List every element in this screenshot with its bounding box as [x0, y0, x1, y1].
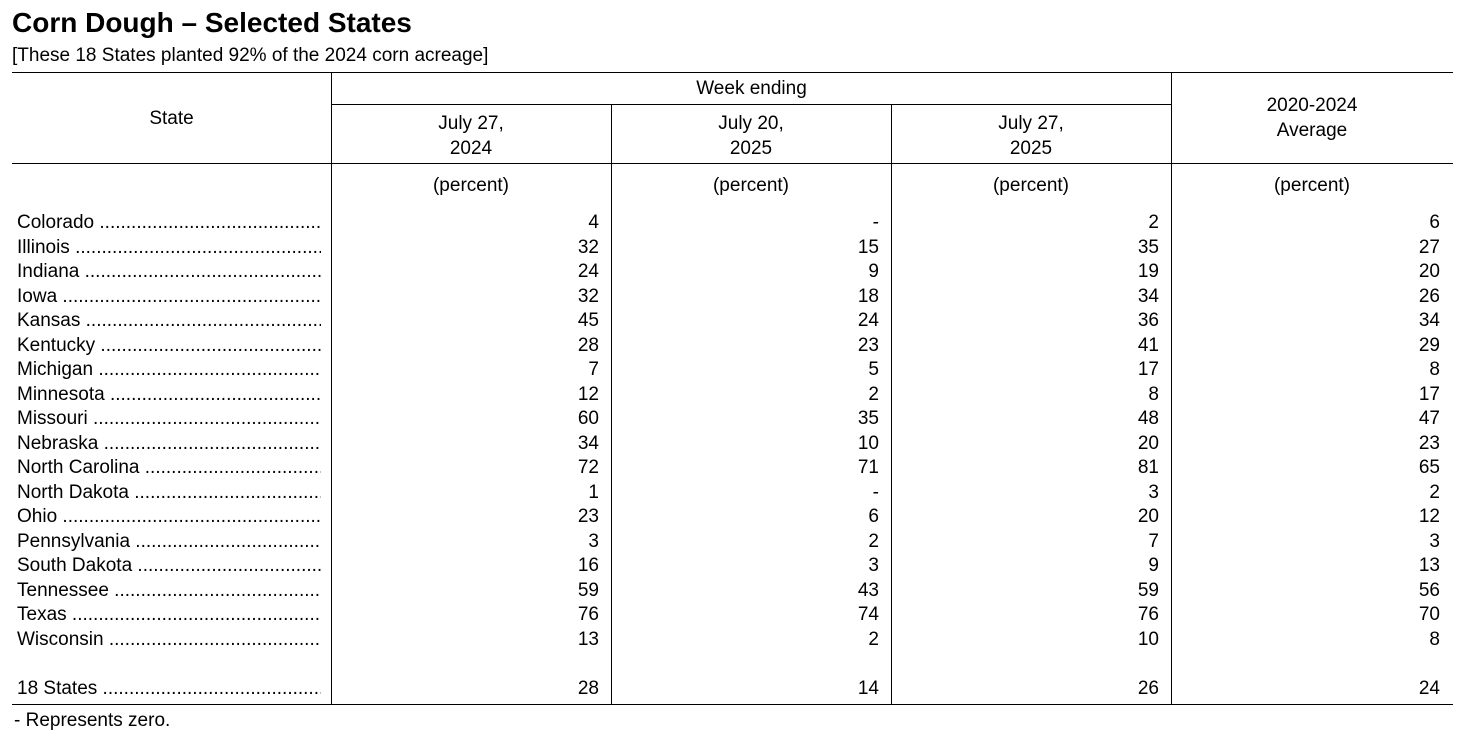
value-average: 29: [1418, 334, 1440, 356]
table-row: [0, 554, 1468, 578]
state-name: Texas .....: [17, 603, 321, 627]
value-2025-jul20: -: [872, 481, 879, 503]
table-row: [0, 456, 1468, 480]
total-row: [0, 677, 1468, 701]
value-2025-jul27: 20: [1137, 432, 1159, 454]
state-name: Colorado .....: [17, 211, 321, 235]
value-average: 12: [1418, 506, 1440, 527]
value-2025-jul27: 35: [1137, 236, 1159, 258]
unit-label: (percent): [992, 175, 1070, 196]
table-row: [0, 236, 1468, 260]
table-row: [0, 432, 1468, 456]
table-row: [0, 603, 1468, 627]
value-2024-jul27: 16: [577, 555, 599, 576]
unit-label: (percent): [1273, 175, 1351, 196]
column-header-line: 2024: [449, 138, 493, 159]
value-2025-jul20: 2: [868, 628, 879, 650]
state-name: Michigan .....: [17, 358, 321, 382]
value-2024-jul27: 3: [588, 530, 599, 552]
value-2025-jul20: -: [872, 212, 879, 233]
state-name: Ohio .....: [17, 505, 321, 529]
value-2025-jul27: 19: [1137, 261, 1159, 282]
state-name: Pennsylvania .....: [17, 530, 321, 554]
value-2025-jul20: 2: [868, 530, 879, 552]
value-average: 47: [1418, 408, 1440, 429]
value-2025-jul20: 15: [857, 236, 879, 258]
value-average: 13: [1418, 555, 1440, 576]
value-2025-jul27: 59: [1137, 579, 1159, 601]
value-2025-jul27: 81: [1137, 457, 1159, 478]
unit-label: (percent): [712, 175, 790, 196]
value-2025-jul20: 24: [857, 310, 879, 331]
value-average: 17: [1418, 383, 1440, 405]
value-average: 26: [1418, 285, 1440, 307]
value-2025-jul20: 71: [857, 457, 879, 478]
table-row: [0, 628, 1468, 652]
column-header-line: July 20,: [718, 113, 784, 134]
value-average: 8: [1429, 359, 1440, 380]
value-2024-jul27: 60: [577, 408, 599, 429]
total-average: 24: [1418, 678, 1440, 699]
state-name: Tennessee .....: [17, 579, 321, 603]
total-label: 18 States .....: [17, 677, 321, 701]
value-average: 8: [1429, 628, 1440, 650]
table-row: [0, 383, 1468, 407]
state-name: Wisconsin .....: [17, 628, 321, 652]
value-2024-jul27: 28: [577, 334, 599, 356]
value-2024-jul27: 7: [588, 359, 599, 380]
value-2024-jul27: 32: [577, 285, 599, 307]
column-header-july27-2024: [331, 111, 611, 161]
state-name: Kansas .....: [17, 309, 321, 333]
value-2025-jul20: 3: [868, 555, 879, 576]
value-average: 3: [1429, 530, 1440, 552]
column-header-line: 2025: [1009, 138, 1053, 159]
value-2024-jul27: 72: [577, 457, 599, 478]
state-name: North Dakota .....: [17, 481, 321, 505]
footnote: - Represents zero.: [14, 710, 171, 731]
value-2025-jul27: 9: [1148, 555, 1159, 576]
value-2024-jul27: 12: [577, 383, 599, 405]
table-row: [0, 505, 1468, 529]
column-header-line: 2025: [729, 138, 773, 159]
total-2025-jul27: 26: [1137, 678, 1159, 699]
value-average: 34: [1418, 310, 1440, 331]
value-2025-jul27: 34: [1137, 285, 1159, 307]
value-2025-jul27: 41: [1137, 334, 1159, 356]
value-average: 6: [1429, 212, 1440, 233]
value-2024-jul27: 13: [577, 628, 599, 650]
page-subtitle: [These 18 States planted 92% of the 2024 corn acreage]: [12, 45, 489, 66]
table-row: [0, 260, 1468, 284]
state-column-header: State: [149, 108, 194, 129]
value-2024-jul27: 45: [577, 310, 599, 331]
table-row: [0, 407, 1468, 431]
page-title: Corn Dough – Selected States: [12, 7, 412, 38]
value-2025-jul20: 9: [868, 261, 879, 282]
table-row: [0, 211, 1468, 235]
value-2025-jul27: 36: [1137, 310, 1159, 331]
value-2024-jul27: 59: [577, 579, 599, 601]
value-average: 56: [1418, 579, 1440, 601]
value-2025-jul27: 7: [1148, 530, 1159, 552]
value-average: 2: [1429, 481, 1440, 503]
value-average: 27: [1418, 236, 1440, 258]
state-name: Minnesota .....: [17, 383, 321, 407]
value-average: 70: [1418, 604, 1440, 625]
value-2025-jul20: 23: [857, 334, 879, 356]
state-name: South Dakota .....: [17, 554, 321, 578]
value-2025-jul27: 48: [1137, 408, 1159, 429]
value-2025-jul20: 18: [857, 285, 879, 307]
value-average: 65: [1418, 457, 1440, 478]
table-row: [0, 530, 1468, 554]
table-row: [0, 334, 1468, 358]
column-header-line: July 27,: [438, 113, 504, 134]
value-2025-jul20: 74: [857, 604, 879, 625]
total-2025-jul20: 14: [857, 678, 879, 699]
column-header-july27-2025: [891, 111, 1171, 161]
table-row: [0, 285, 1468, 309]
value-2025-jul27: 3: [1148, 481, 1159, 503]
value-2025-jul27: 10: [1137, 628, 1159, 650]
table-row: [0, 481, 1468, 505]
value-2025-jul27: 17: [1137, 359, 1159, 380]
unit-label: (percent): [432, 175, 510, 196]
value-2025-jul27: 8: [1148, 383, 1159, 405]
value-2024-jul27: 1: [588, 481, 599, 503]
state-name: North Carolina .....: [17, 456, 321, 480]
state-name: Missouri .....: [17, 407, 321, 431]
value-2024-jul27: 32: [577, 236, 599, 258]
column-header-line: Average: [1276, 120, 1348, 141]
total-2024-jul27: 28: [577, 678, 599, 699]
table-bottom-rule: [12, 704, 1453, 705]
table-row: [0, 358, 1468, 382]
value-2025-jul20: 10: [857, 432, 879, 454]
table-row: [0, 309, 1468, 333]
value-2025-jul27: 2: [1148, 212, 1159, 233]
value-2025-jul27: 20: [1137, 506, 1159, 527]
value-2025-jul20: 35: [857, 408, 879, 429]
column-header-july20-2025: [611, 111, 891, 161]
column-header-average: [1171, 93, 1453, 143]
value-2024-jul27: 4: [588, 212, 599, 233]
value-2025-jul20: 43: [857, 579, 879, 601]
table-top-rule: [12, 72, 1453, 73]
column-header-line: July 27,: [998, 113, 1064, 134]
value-2025-jul20: 5: [868, 359, 879, 380]
value-2024-jul27: 34: [577, 432, 599, 454]
week-ending-header: Week ending: [696, 78, 807, 99]
value-2024-jul27: 76: [577, 604, 599, 625]
state-name: Nebraska .....: [17, 432, 321, 456]
value-2024-jul27: 24: [577, 261, 599, 282]
value-average: 23: [1418, 432, 1440, 454]
value-average: 20: [1418, 261, 1440, 282]
header-bottom-rule: [12, 163, 1453, 164]
value-2025-jul20: 6: [868, 506, 879, 527]
state-name: Indiana .....: [17, 260, 321, 284]
week-ending-rule: [331, 104, 1172, 105]
column-header-line: 2020-2024: [1266, 95, 1358, 116]
state-name: Iowa .....: [17, 285, 321, 309]
state-name: Kentucky .....: [17, 334, 321, 358]
state-name: Illinois .....: [17, 236, 321, 260]
value-2024-jul27: 23: [577, 506, 599, 527]
table-row: [0, 579, 1468, 603]
value-2025-jul27: 76: [1137, 604, 1159, 625]
value-2025-jul20: 2: [868, 383, 879, 405]
